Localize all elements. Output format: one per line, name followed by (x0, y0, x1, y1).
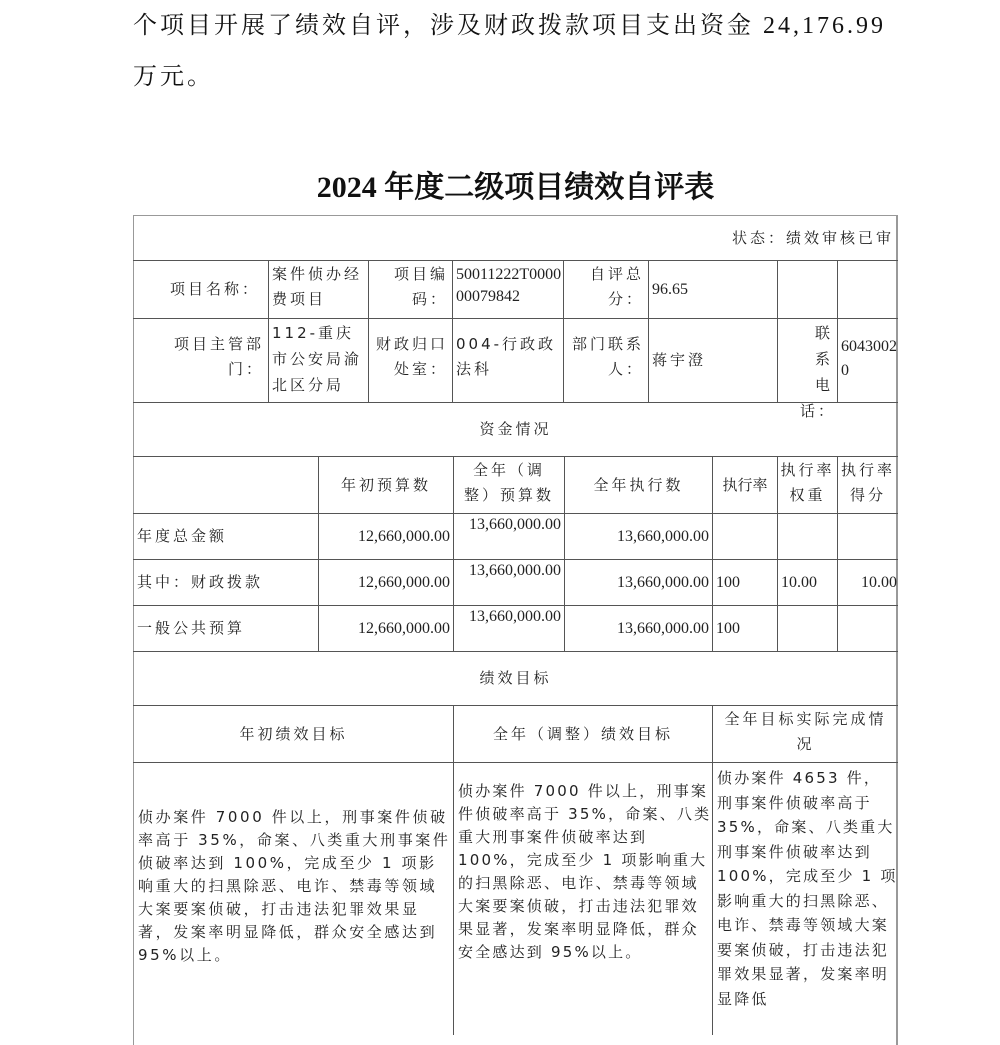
funds-row-rate: 100 (716, 620, 740, 637)
row-divider (133, 456, 898, 457)
funds-row-executed: 13,660,000.00 (617, 574, 709, 591)
funds-row-executed: 13,660,000.00 (617, 620, 709, 637)
contact-label: 部门联系人： (571, 335, 644, 378)
funds-header-weight: 执行率权重 (780, 461, 835, 504)
performance-section-title: 绩效目标 (479, 669, 552, 687)
intro-line-2: 万元。 (133, 64, 214, 90)
project-code-value: 50011222T000000079842 (456, 266, 562, 305)
funds-row-weight: 10.00 (781, 574, 817, 591)
performance-header-initial: 年初绩效目标 (239, 724, 348, 743)
row-divider (133, 762, 898, 763)
phone-value: 60430020 (841, 338, 897, 379)
finance-value: 004-行政政法科 (456, 335, 557, 378)
funds-row-label: 一般公共预算 (137, 619, 246, 637)
funds-row-initial: 12,660,000.00 (358, 574, 450, 591)
funds-row-executed: 13,660,000.00 (617, 528, 709, 545)
funds-row-adjusted: 13,660,000.00 (469, 516, 561, 533)
funds-header-score: 执行率得分 (840, 461, 895, 504)
funds-header-rate: 执行率 (722, 475, 768, 494)
funds-row-label: 年度总金额 (137, 527, 228, 545)
funds-section-title: 资金情况 (479, 420, 552, 438)
finance-label: 财政归口处室： (375, 335, 448, 378)
performance-actual: 侦办案件 4653 件，刑事案件侦破率高于 35%，命案、八类重大刑事案件侦破率达到 100%，完成至少 1 项影响重大的扫黑除恶、电诈、禁毒等领域大案要案侦破，打击违法犯罪效果显著，发案率明显降低 (717, 769, 898, 1008)
funds-row-rate: 100 (716, 574, 740, 591)
funds-row-rate (713, 514, 777, 559)
phone-label: 联系电话： (800, 324, 837, 420)
performance-initial-goal: 侦办案件 7000 件以上，刑事案件侦破率高于 35%，命案、八类重大刑事案件侦破率达到 100%，完成至少 1 项影响重大的扫黑除恶、电诈、禁毒等领域大案要案侦破，打击违法犯罪效果显著，发案率明显降低，群众安全感达到 95%以上。 (138, 808, 451, 964)
project-name-label: 项目名称： (169, 280, 260, 298)
funds-row-score (838, 514, 898, 559)
contact-value: 蒋宇澄 (652, 351, 707, 369)
intro-line-1: 个项目开展了绩效自评，涉及财政拨款项目支出资金 24,176.99 (133, 13, 886, 39)
score-label: 自评总分： (589, 265, 644, 308)
funds-row-score (838, 606, 898, 651)
dept-value: 112-重庆市公安局渝北区分局 (272, 324, 363, 394)
status-text: 状态：绩效审核已审 (731, 228, 894, 247)
row-divider (133, 318, 898, 319)
performance-adjusted-goal: 侦办案件 7000 件以上，刑事案件侦破率高于 35%，命案、八类重大刑事案件侦破率达到 100%，完成至少 1 项影响重大的扫黑除恶、电诈、禁毒等领域大案要案侦破，打击违法犯罪效果显著，发案率明显降低，群众安全感达到 95%以上。 (458, 782, 712, 961)
funds-row-initial: 12,660,000.00 (358, 620, 450, 637)
project-name-value: 案件侦办经费项目 (272, 265, 363, 308)
funds-row-adjusted: 13,660,000.00 (469, 562, 561, 579)
page-title: 2024 年度二级项目绩效自评表 (316, 171, 715, 204)
funds-row-initial: 12,660,000.00 (358, 528, 450, 545)
score-value: 96.65 (652, 281, 688, 298)
performance-header-adjusted: 全年（调整）绩效目标 (492, 724, 673, 743)
funds-header-executed: 全年执行数 (593, 475, 684, 494)
performance-header-actual: 全年目标实际完成情况 (724, 710, 887, 753)
funds-row-weight (778, 514, 837, 559)
funds-row-adjusted: 13,660,000.00 (469, 608, 561, 625)
funds-row-weight (778, 606, 837, 651)
funds-row-label: 其中：财政拨款 (137, 573, 264, 591)
funds-row-score: 10.00 (861, 574, 897, 591)
dept-label: 项目主管部门： (173, 335, 264, 378)
funds-header-initial: 年初预算数 (340, 475, 431, 494)
project-code-label: 项目编码： (393, 265, 448, 308)
funds-header-adjusted: 全年（调整）预算数 (463, 461, 554, 504)
